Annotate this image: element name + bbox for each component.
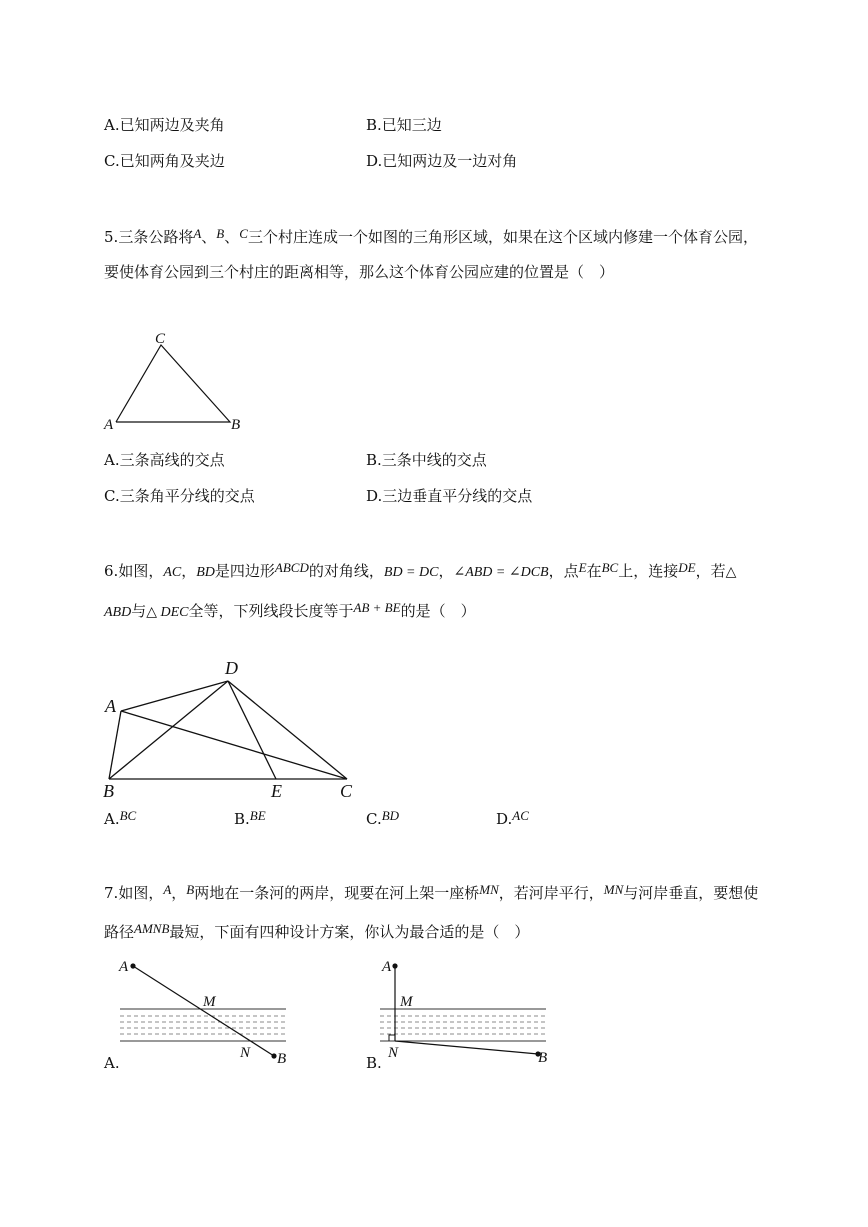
- q6-stem: [104, 550, 764, 630]
- path-amnb: [133, 966, 274, 1056]
- q6-option-a-math: BC: [119, 808, 137, 823]
- q7-text: ，若河岸平行，: [498, 884, 604, 902]
- label-n: N: [388, 1045, 399, 1061]
- label-d: D: [225, 658, 238, 678]
- q6-text: 在: [586, 562, 602, 580]
- right-angle-marker: [389, 1035, 395, 1041]
- segment-de: [228, 681, 276, 779]
- q5-option-c: C.三条角平分线的交点: [104, 487, 255, 505]
- q6-math: ABCD: [274, 560, 309, 575]
- q7-math: MN: [479, 882, 499, 897]
- q6-text: 是四边形: [214, 562, 275, 580]
- q6-text: 上，连接: [618, 562, 679, 580]
- q7-math: AMNB: [134, 921, 170, 936]
- q4-option-a: A.已知两边及夹角: [104, 116, 225, 134]
- label-a: A: [119, 959, 129, 975]
- q7-number: 7.: [104, 884, 119, 902]
- q4-option-c: C.已知两角及夹边: [104, 152, 225, 170]
- label-b: B: [231, 417, 241, 433]
- point-b: [271, 1053, 276, 1058]
- q7-text: 两地在一条河的两岸，现要在河上架一座桥: [194, 884, 480, 902]
- q5-math-b: B: [216, 226, 225, 241]
- q6-math: E: [578, 560, 587, 575]
- q6-text: 全等，下列线段长度等于: [188, 602, 354, 620]
- q7-text: 与河岸垂直，要想使路径: [104, 884, 759, 941]
- q6-option-d-math: AC: [512, 808, 529, 823]
- q5-number: 5.: [104, 228, 119, 246]
- q6-option-b: [234, 808, 266, 828]
- segment-cd: [228, 681, 347, 779]
- q6-math: AC: [163, 565, 182, 580]
- label-a: A: [105, 696, 116, 716]
- label-c: C: [340, 781, 353, 801]
- q6-text: 的是（ ）: [400, 602, 476, 620]
- q6-quadrilateral-figure: [100, 656, 370, 806]
- point-a: [130, 963, 135, 968]
- label-b: B: [538, 1050, 548, 1066]
- label-e: E: [271, 781, 282, 801]
- q5-text: 三条公路将: [118, 228, 194, 246]
- q7-text: 如图，: [118, 884, 164, 902]
- q7-math: A: [163, 882, 172, 897]
- q6-option-a-prefix: A.: [104, 810, 120, 828]
- q5-math-c: C: [239, 226, 248, 241]
- q7-math: B: [186, 882, 195, 897]
- segment-ab: [109, 711, 121, 779]
- q5-stem: [104, 216, 764, 290]
- q4-option-b: B.已知三边: [366, 116, 442, 134]
- q6-math: △ DEC: [146, 605, 189, 620]
- segment-da: [121, 681, 228, 711]
- segment-ac: [121, 711, 347, 779]
- label-a: A: [382, 959, 392, 975]
- q6-text: 如图，: [118, 562, 164, 580]
- q6-math: BD: [196, 565, 215, 580]
- q6-option-d: [496, 808, 529, 828]
- q6-text: 与: [131, 602, 147, 620]
- q7-math: MN: [603, 882, 624, 897]
- q6-option-c: [366, 808, 399, 828]
- q6-math: DE: [678, 560, 696, 575]
- label-m: M: [203, 994, 216, 1010]
- q5-triangle-figure: [100, 326, 260, 438]
- segment-bd: [109, 681, 228, 779]
- q7-text: ，: [171, 884, 187, 902]
- q6-math: BD = DC: [383, 565, 439, 580]
- q5-option-a: A.三条高线的交点: [104, 451, 225, 469]
- q7-option-b-label: B.: [366, 1054, 382, 1072]
- q6-option-d-prefix: D.: [496, 810, 513, 828]
- q6-math: ∠ABD = ∠DCB: [453, 565, 549, 580]
- label-n: N: [240, 1045, 251, 1061]
- q7-stem: [104, 872, 764, 950]
- q7-option-a-label: A.: [104, 1054, 120, 1072]
- label-m: M: [400, 994, 413, 1010]
- q7-figure-b: [360, 950, 560, 1075]
- q7-text: 最短，下面有四种设计方案，你认为最合适的是（ ）: [169, 923, 530, 941]
- q6-option-a: [104, 808, 136, 828]
- q5-sep: 、: [224, 228, 240, 246]
- q5-text: 三个村庄连成一个如图的三角形区域，如果在这个区域内修建一个体育公园，要使体育公园到三个村庄的距离相等，那么这个体育公园应建的位置是（ ）: [104, 228, 758, 281]
- q5-option-d: D.三边垂直平分线的交点: [366, 487, 533, 505]
- point-a: [392, 963, 397, 968]
- q6-option-b-prefix: B.: [234, 810, 250, 828]
- q6-option-b-math: BE: [249, 808, 266, 823]
- q5-sep: 、: [201, 228, 217, 246]
- label-b: B: [277, 1051, 287, 1067]
- q6-math: △ ABD: [104, 565, 737, 620]
- q4-option-d: D.已知两边及一边对角: [366, 152, 518, 170]
- label-b: B: [103, 781, 114, 801]
- q6-text: ，: [438, 562, 454, 580]
- label-a: A: [104, 417, 114, 433]
- q6-option-c-prefix: C.: [366, 810, 382, 828]
- q5-math-a: A: [193, 226, 202, 241]
- path-nb: [395, 1041, 538, 1054]
- q6-text: 的对角线，: [308, 562, 384, 580]
- q6-math: BC: [601, 560, 619, 575]
- q5-option-b: B.三条中线的交点: [366, 451, 487, 469]
- q6-number: 6.: [104, 562, 119, 580]
- q6-text: ，若: [695, 562, 726, 580]
- triangle-abc: [116, 345, 230, 422]
- q6-math: AB + BE: [353, 600, 401, 615]
- q6-text: ，点: [548, 562, 579, 580]
- q6-text: ，: [181, 562, 197, 580]
- label-c: C: [155, 331, 166, 347]
- q6-option-c-math: BD: [381, 808, 400, 823]
- q7-figure-a: [100, 950, 300, 1075]
